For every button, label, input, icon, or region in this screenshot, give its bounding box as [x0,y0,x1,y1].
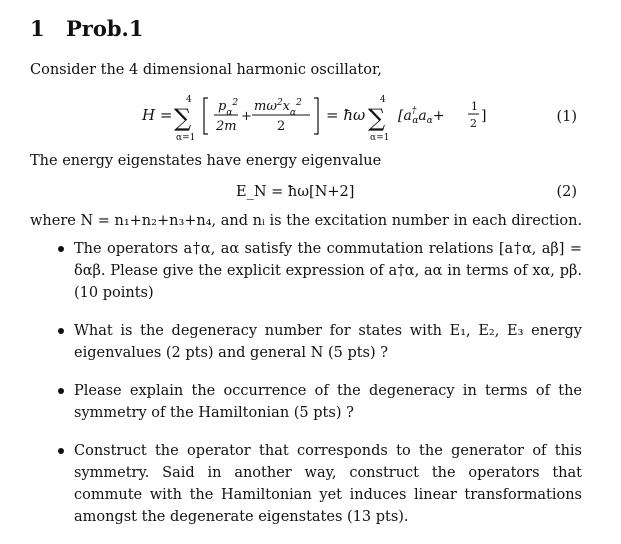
where-paragraph: where N = n₁+n₂+n₃+n₄, and nᵢ is the excitation number in each direction. [30,213,583,229]
left-bracket [204,98,208,134]
plus-sign: + [241,109,252,124]
list-item: What is the degeneracy number for states with E₁, E₂, E₃ energy eigenvalues (2 pts) and general N (5 pts) ? [56,320,582,364]
sum-symbol-2: ∑ [368,104,386,132]
list-item: Please explain the occurrence of the degeneracy in terms of the symmetry of the Hamiltonian (5 pts) ? [56,380,582,424]
eq1-number: (1) [556,109,577,125]
potential-term: $m\omega^2x_\alpha^2$ [254,98,302,118]
list-item: The operators a†α, aα satisfy the commutation relations [a†α, aβ] = δαβ. Please give the explicit expression of a†α, aα in terms of xα, pβ. (10 points) [56,238,582,304]
number-operator-term: [a† $\alpha a_\alpha+$ [398,106,445,126]
right-bracket [314,98,318,134]
energy-eigenvalue-equation: E_N = ħω[N+2] [236,184,355,200]
section-heading [30,16,143,41]
question-list [56,238,582,544]
eq2-number: (2) [556,184,577,200]
energy-paragraph: The energy eigenstates have energy eigenvalue [30,153,382,169]
eq1-sum-upper: 4 [186,95,192,105]
eq1-lhs: H = [142,106,173,124]
hamiltonian-equation [142,88,502,148]
sum-symbol: ∑ [174,104,192,132]
mass-denominator: 2m [216,119,237,134]
eq1-sum-upper-2: 4 [380,95,386,105]
momentum-term: $p_\alpha^2$ [218,98,239,118]
intro-paragraph: Consider the 4 dimensional harmonic oscillator, [30,62,382,78]
closing-bracket: ] [481,108,487,124]
eq1-sum-lower-2: α=1 [370,133,390,143]
list-item: Construct the operator that corresponds to the generator of this symmetry. Said in another way, construct the operators that commute with the Hamiltonian yet induces linear transformations amongst the degenerate eigenstates (13 pts). [56,440,582,528]
section-title: Prob.1 [66,16,144,41]
section-number: 1 [30,16,45,41]
two-denominator: 2 [277,119,286,134]
half-numerator: 1 [471,100,478,113]
eq1-rhs-prefix: = ħω [326,106,366,124]
half-denominator: 2 [470,117,477,130]
eq1-sum-lower: α=1 [176,133,196,143]
